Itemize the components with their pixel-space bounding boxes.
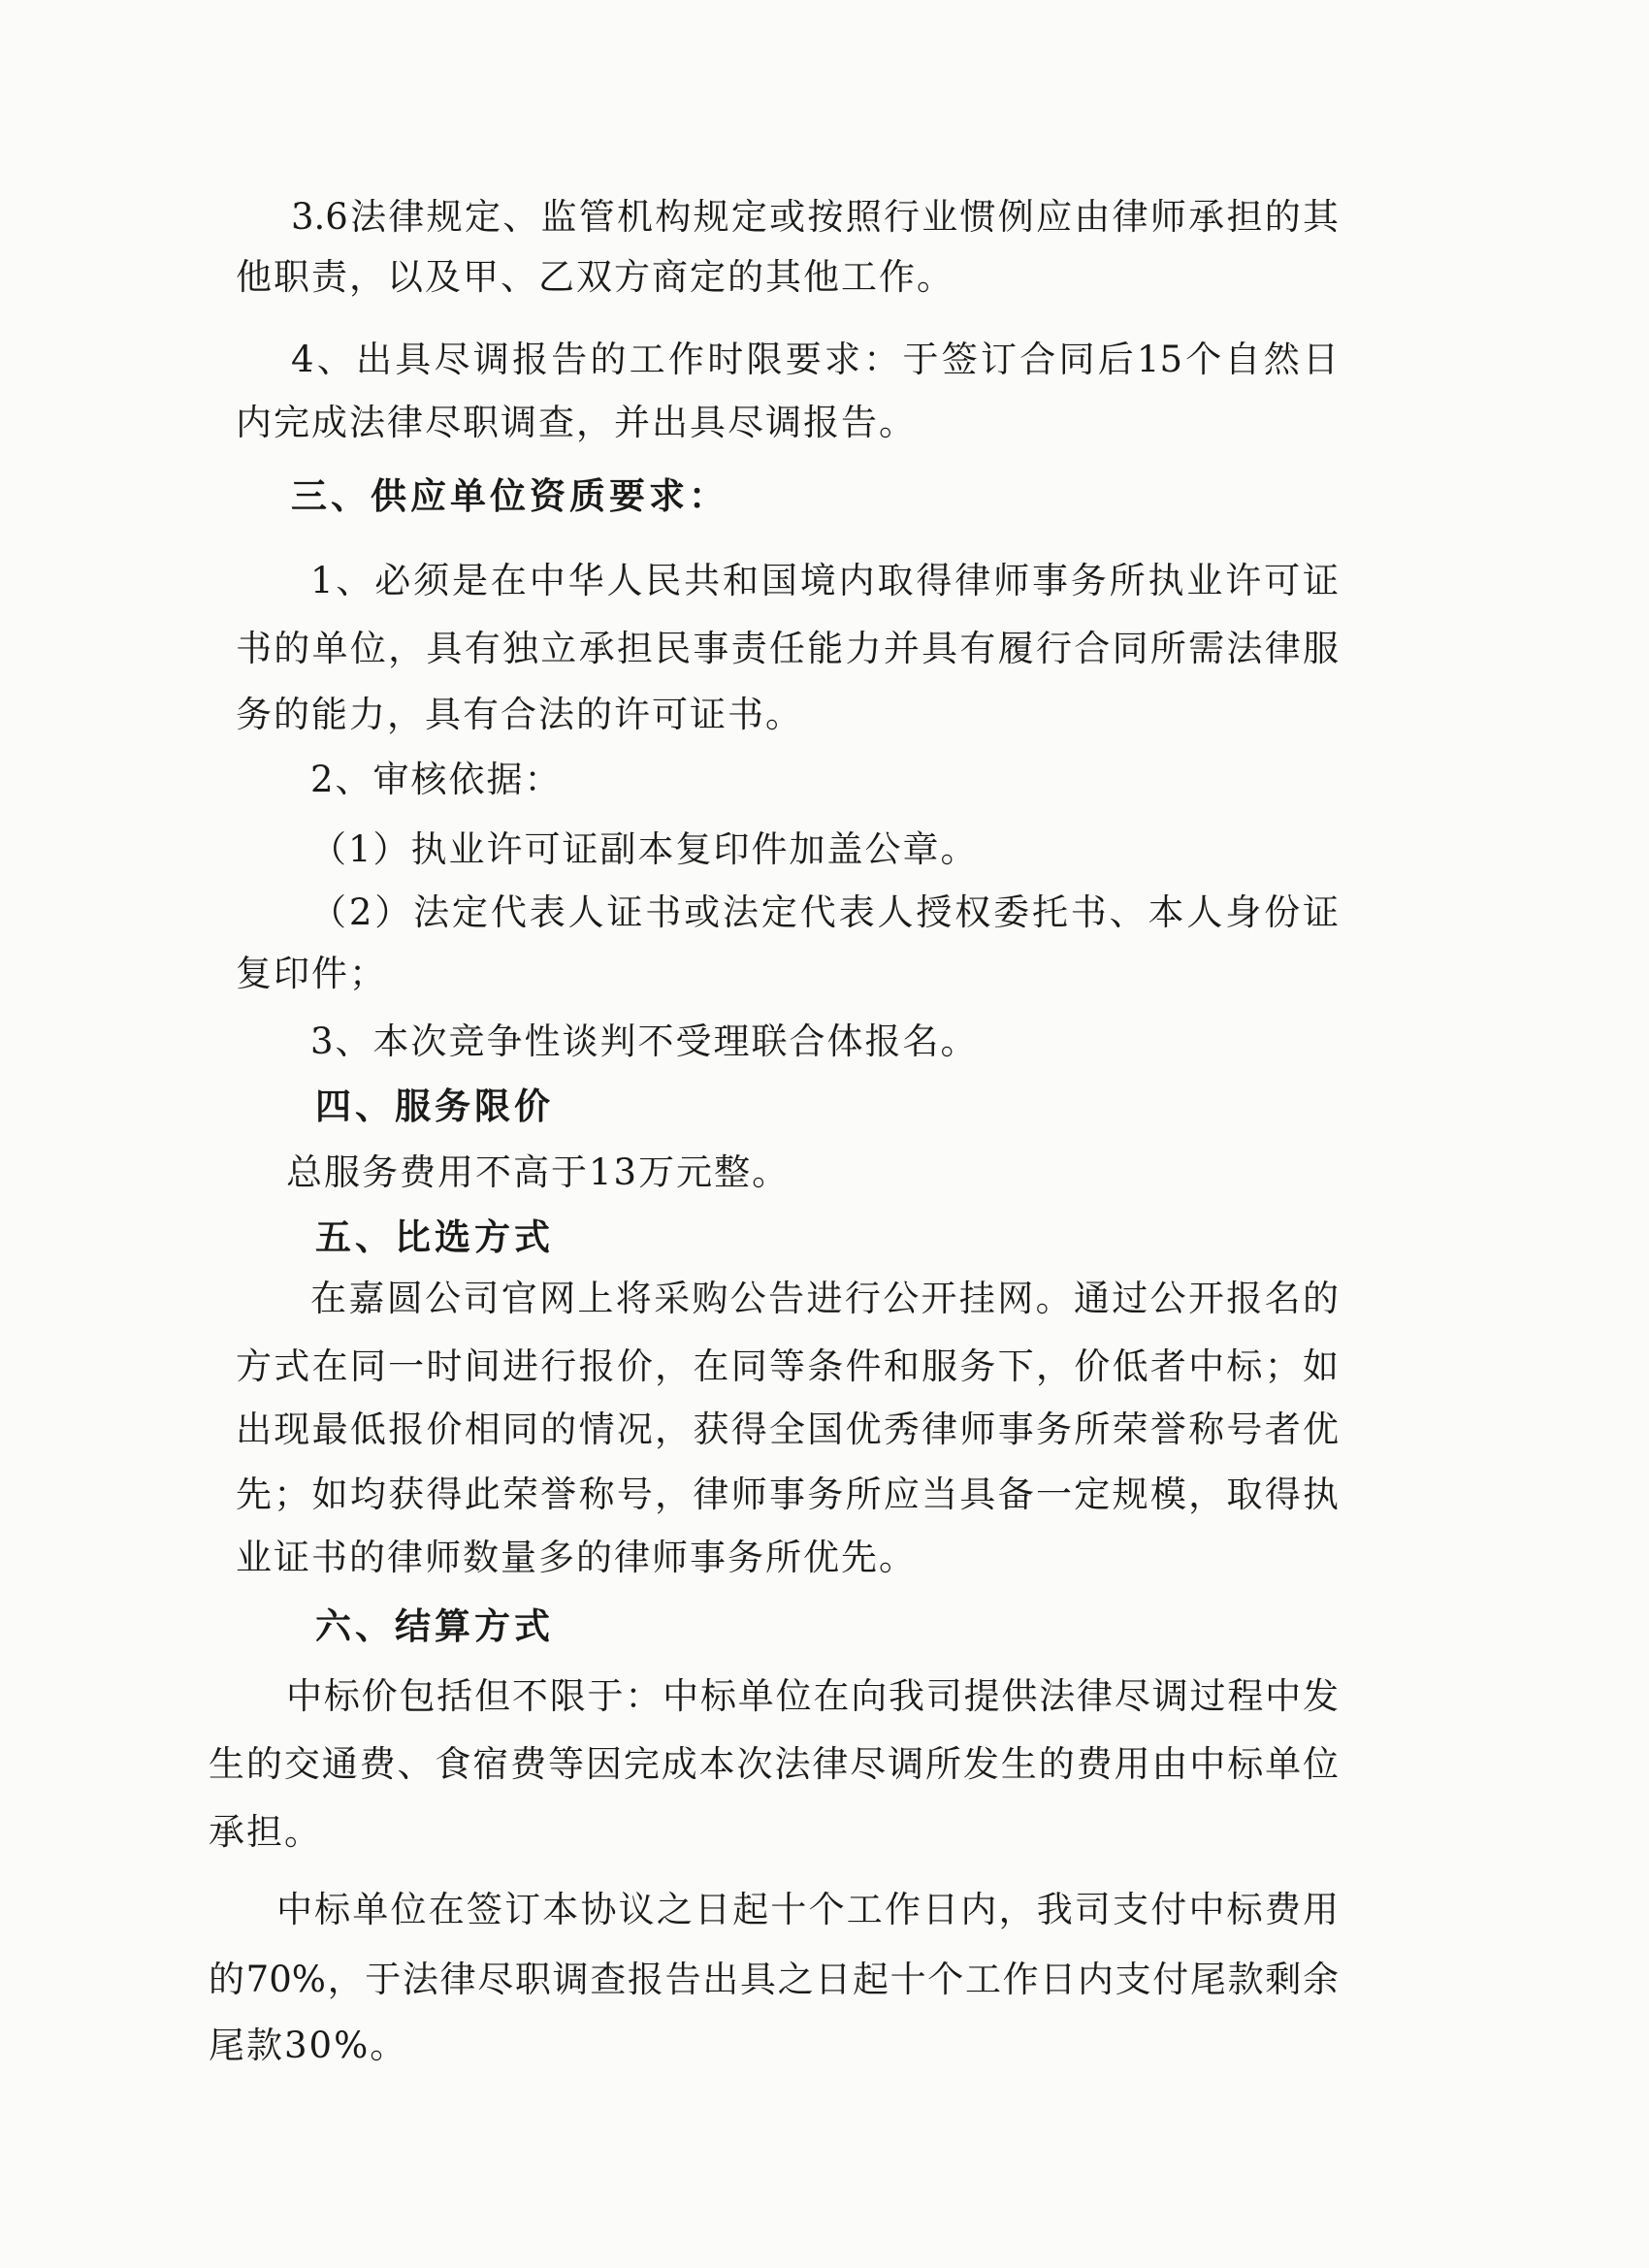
- text-line: 3.6法律规定、监管机构规定或按照行业惯例应由律师承担的其: [291, 196, 1339, 238]
- text-line: 内完成法律尽职调查，并出具尽调报告。: [236, 402, 917, 443]
- text-line: 1、必须是在中华人民共和国境内取得律师事务所执业许可证: [310, 560, 1339, 601]
- text-line: 方式在同一时间进行报价，在同等条件和服务下，价低者中标；如: [236, 1345, 1339, 1387]
- text-line: （1）执业许可证副本复印件加盖公章。: [310, 828, 979, 870]
- text-line: 承担。: [209, 1811, 322, 1853]
- text-line: 书的单位，具有独立承担民事责任能力并具有履行合同所需法律服: [236, 628, 1339, 669]
- text-line: 的70%，于法律尽职调查报告出具之日起十个工作日内支付尾款剩余: [209, 1959, 1339, 2000]
- text-line: （2）法定代表人证书或法定代表人授权委托书、本人身份证: [310, 891, 1339, 933]
- section-heading: 五、比选方式: [315, 1216, 554, 1258]
- text-line: 4、出具尽调报告的工作时限要求：于签订合同后15个自然日: [291, 339, 1339, 380]
- text-line: 务的能力，具有合法的许可证书。: [236, 694, 803, 735]
- text-line: 先；如均获得此荣誉称号，律师事务所应当具备一定规模，取得执: [236, 1474, 1339, 1515]
- section-heading: 三、供应单位资质要求：: [291, 475, 728, 517]
- text-line: 中标单位在签订本协议之日起十个工作日内，我司支付中标费用: [276, 1889, 1339, 1930]
- text-line: 在嘉圆公司官网上将采购公告进行公开挂网。通过公开报名的: [310, 1278, 1339, 1319]
- text-line: 中标价包括但不限于：中标单位在向我司提供法律尽调过程中发: [286, 1675, 1339, 1717]
- section-heading: 六、结算方式: [315, 1605, 554, 1647]
- text-line: 复印件；: [236, 953, 387, 994]
- text-line: 生的交通费、食宿费等因完成本次法律尽调所发生的费用由中标单位: [209, 1743, 1339, 1785]
- text-line: 出现最低报价相同的情况，获得全国优秀律师事务所荣誉称号者优: [236, 1409, 1339, 1450]
- section-heading: 四、服务限价: [315, 1085, 554, 1127]
- text-line: 总服务费用不高于13万元整。: [286, 1151, 791, 1193]
- text-line: 3、本次竞争性谈判不受理联合体报名。: [310, 1021, 979, 1062]
- text-line: 业证书的律师数量多的律师事务所优先。: [236, 1537, 917, 1578]
- text-line: 他职责，以及甲、乙双方商定的其他工作。: [236, 256, 954, 298]
- text-line: 尾款30%。: [209, 2025, 408, 2066]
- text-line: 2、审核依据：: [310, 759, 563, 800]
